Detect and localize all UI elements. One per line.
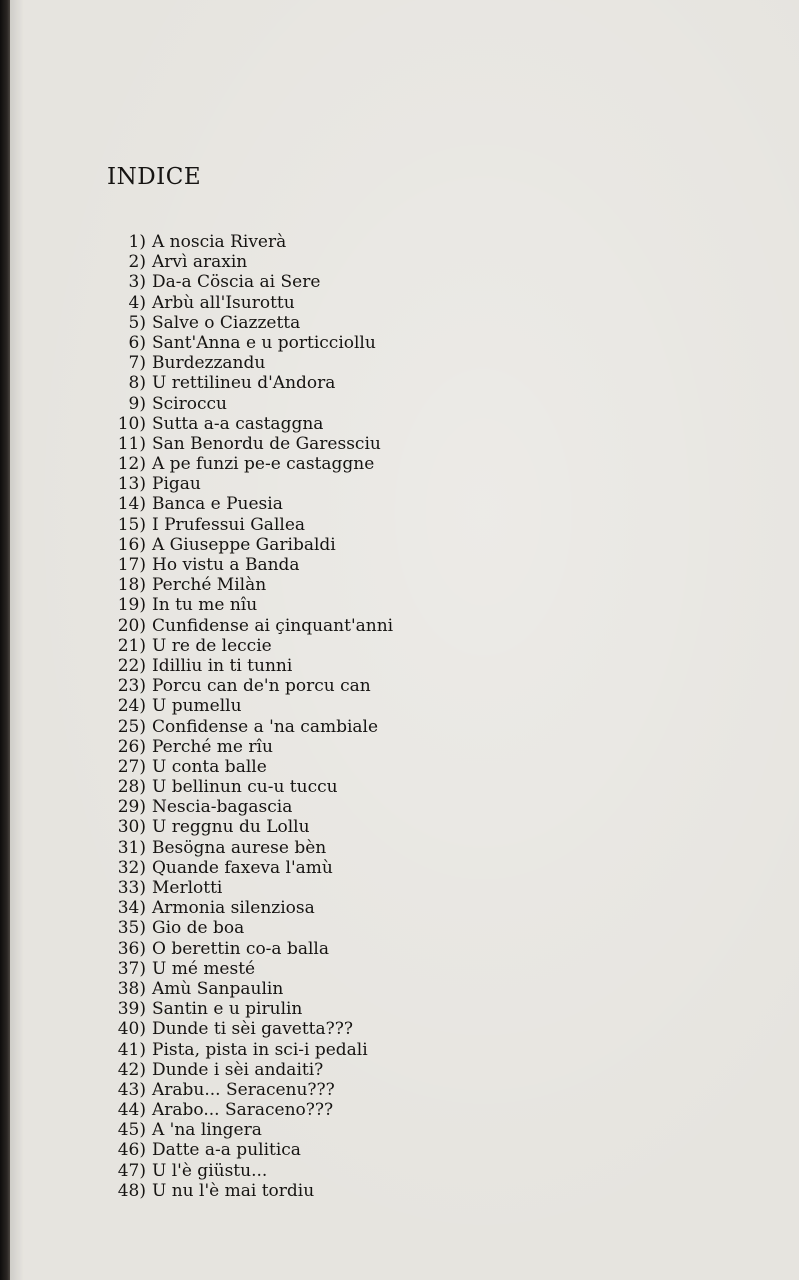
- toc-entry: [106, 494, 393, 514]
- toc-entry-number: 43): [117, 1079, 146, 1100]
- toc-entry: [106, 414, 393, 434]
- book-page: [10, 0, 799, 1280]
- toc-entry-title: Arbù all'Isurottu: [152, 292, 295, 313]
- toc-entry: [106, 616, 393, 636]
- toc-entry-number: 10): [117, 413, 146, 434]
- toc-entry: [106, 1100, 393, 1120]
- toc-entry-number: 33): [117, 878, 146, 898]
- toc-entry-number: 44): [117, 1100, 146, 1121]
- toc-entry-number: 9): [128, 393, 146, 414]
- toc-entry: [106, 575, 393, 595]
- toc-entry-number: 47): [117, 1160, 146, 1181]
- toc-entry-title: Arvì araxin: [152, 252, 248, 273]
- toc-entry-number: 1): [128, 232, 146, 252]
- toc-entry: [106, 898, 393, 918]
- toc-entry-title: Perché Milàn: [152, 575, 267, 596]
- toc-entry-number: 14): [117, 494, 146, 515]
- toc-entry-number: 27): [117, 756, 146, 777]
- toc-entry: [106, 1019, 393, 1039]
- toc-entry-title: Sutta a-a castaggna: [152, 413, 324, 434]
- toc-entry-title: Pigau: [152, 474, 201, 495]
- toc-entry-number: 11): [117, 433, 146, 454]
- toc-entry: [106, 252, 393, 272]
- toc-entry-title: Nescia-bagascia: [152, 797, 293, 818]
- toc-entry-number: 41): [117, 1039, 146, 1060]
- toc-entry: [106, 959, 393, 979]
- toc-entry-number: 3): [128, 272, 146, 293]
- index-title: INDICE: [107, 164, 202, 190]
- toc-entry-title: Confidense a 'na cambiale: [152, 716, 379, 737]
- toc-entry-title: Arabu... Seracenu???: [152, 1079, 335, 1100]
- toc-entry-title: Armonia silenziosa: [152, 898, 315, 919]
- toc-entry: [106, 595, 393, 615]
- toc-entry-number: 34): [117, 898, 146, 919]
- toc-entry-number: 5): [128, 312, 146, 333]
- toc-entry-title: Quande faxeva l'amù: [152, 857, 333, 878]
- toc-entry-title: Gio de boa: [152, 918, 245, 939]
- toc-entry-number: 12): [117, 454, 146, 475]
- toc-entry-title: Amù Sanpaulin: [152, 978, 284, 999]
- toc-entry-title: A noscia Riverà: [152, 232, 287, 252]
- toc-entry-number: 30): [117, 817, 146, 838]
- toc-entry: [106, 232, 393, 252]
- toc-entry-number: 7): [128, 353, 146, 374]
- toc-entry: [106, 515, 393, 535]
- toc-entry: [106, 918, 393, 938]
- toc-entry-title: Banca e Puesia: [152, 494, 283, 515]
- toc-entry-title: In tu me nîu: [152, 595, 258, 616]
- toc-entry-title: Datte a-a pulitica: [152, 1140, 301, 1161]
- toc-entry-title: Merlotti: [152, 878, 223, 898]
- toc-entry-title: I Prufessui Gallea: [152, 514, 306, 535]
- toc-entry-number: 22): [117, 655, 146, 676]
- toc-entry-title: A 'na lingera: [152, 1120, 262, 1141]
- toc-entry-number: 24): [117, 696, 146, 717]
- toc-entry-title: U re de leccie: [152, 635, 272, 656]
- toc-entry-number: 8): [128, 373, 146, 394]
- toc-entry-title: Dunde i sèi andaiti?: [152, 1059, 324, 1080]
- toc-entry: [106, 293, 393, 313]
- toc-entry: [106, 1161, 393, 1181]
- toc-entry-number: 37): [117, 958, 146, 979]
- toc-entry: [106, 777, 393, 797]
- toc-entry-title: U l'è giüstu...: [152, 1160, 268, 1181]
- toc-entry-title: Da-a Cöscia ai Sere: [152, 272, 321, 293]
- toc-entry-title: Sciroccu: [152, 393, 227, 414]
- toc-entry: [106, 999, 393, 1019]
- toc-entry-title: Salve o Ciazzetta: [152, 312, 301, 333]
- toc-entry-number: 45): [117, 1120, 146, 1141]
- toc-entry-number: 20): [117, 615, 146, 636]
- book-spine-edge: [0, 0, 10, 1280]
- toc-entry-number: 25): [117, 716, 146, 737]
- toc-entry-title: San Benordu de Garessciu: [152, 433, 381, 454]
- toc-entry: [106, 636, 393, 656]
- toc-entry: [106, 1040, 393, 1060]
- toc-entry: [106, 272, 393, 292]
- toc-entry-number: 15): [117, 514, 146, 535]
- toc-entry-title: A Giuseppe Garibaldi: [152, 534, 336, 555]
- toc-entry-title: Santin e u pirulin: [152, 999, 303, 1020]
- toc-entry: [106, 454, 393, 474]
- toc-entry: [106, 353, 393, 373]
- toc-entry-number: 46): [117, 1140, 146, 1161]
- toc-entry-number: 21): [117, 635, 146, 656]
- toc-entry-number: 35): [117, 918, 146, 939]
- toc-entry: [106, 333, 393, 353]
- toc-entry-number: 18): [117, 575, 146, 596]
- toc-entry-number: 42): [117, 1059, 146, 1080]
- toc-entry: [106, 555, 393, 575]
- toc-entry-title: Idilliu in ti tunni: [152, 655, 293, 676]
- toc-entry-number: 23): [117, 676, 146, 697]
- toc-entry: [106, 313, 393, 333]
- toc-entry: [106, 817, 393, 837]
- toc-entry: [106, 656, 393, 676]
- toc-entry-number: 48): [117, 1180, 146, 1201]
- toc-entry-number: 13): [117, 474, 146, 495]
- toc-entry: [106, 737, 393, 757]
- toc-entry-title: U rettilineu d'Andora: [152, 373, 336, 394]
- toc-entry-title: Perché me rîu: [152, 736, 273, 757]
- toc-entry-number: 6): [128, 332, 146, 353]
- toc-entry: [106, 757, 393, 777]
- toc-entry: [106, 1060, 393, 1080]
- toc-entry-number: 28): [117, 777, 146, 798]
- toc-entry: [106, 1181, 393, 1201]
- toc-entry-number: 39): [117, 999, 146, 1020]
- toc-entry-title: U conta balle: [152, 756, 267, 777]
- toc-entry: [106, 717, 393, 737]
- toc-entry-number: 26): [117, 736, 146, 757]
- toc-entry-title: Sant'Anna e u porticciollu: [152, 332, 376, 353]
- toc-entry: [106, 394, 393, 414]
- toc-entry: [106, 1120, 393, 1140]
- toc-entry: [106, 474, 393, 494]
- toc-entry-title: U reggnu du Lollu: [152, 817, 310, 838]
- toc-entry: [106, 434, 393, 454]
- toc-entry-title: U nu l'è mai tordiu: [152, 1180, 315, 1201]
- toc-entry-number: 16): [117, 534, 146, 555]
- toc-entry-number: 17): [117, 555, 146, 575]
- toc-entry: [106, 979, 393, 999]
- toc-entry-title: Pista, pista in sci-i pedali: [152, 1039, 368, 1060]
- toc-entry-number: 19): [117, 595, 146, 616]
- toc-entry: [106, 373, 393, 393]
- toc-entry-title: Arabo... Saraceno???: [152, 1100, 334, 1121]
- toc-entry: [106, 676, 393, 696]
- toc-entry-number: 38): [117, 978, 146, 999]
- toc-entry-title: Besögna aurese bèn: [152, 837, 327, 858]
- toc-entry-number: 31): [117, 837, 146, 858]
- toc-entry-title: Burdezzandu: [152, 353, 266, 374]
- toc-entry-title: U mé mesté: [152, 958, 256, 979]
- toc-entry-title: Ho vistu a Banda: [152, 555, 300, 575]
- toc-entry-number: 40): [117, 1019, 146, 1040]
- toc-entry-number: 36): [117, 938, 146, 959]
- toc-entry-number: 29): [117, 797, 146, 818]
- toc-entry: [106, 797, 393, 817]
- toc-entry: [106, 939, 393, 959]
- toc-entry-number: 2): [128, 252, 146, 273]
- toc-entry: [106, 1140, 393, 1160]
- toc-entry-title: O berettin co-a balla: [152, 938, 329, 959]
- toc-entry: [106, 1080, 393, 1100]
- toc-entry: [106, 535, 393, 555]
- toc-entry-title: Dunde ti sèi gavetta???: [152, 1019, 353, 1040]
- toc-entry: [106, 838, 393, 858]
- toc-entry-number: 4): [128, 292, 146, 313]
- toc-entry: [106, 858, 393, 878]
- table-of-contents: [106, 232, 393, 1201]
- toc-entry: [106, 696, 393, 716]
- toc-entry-title: Porcu can de'n porcu can: [152, 676, 371, 697]
- toc-entry-title: Cunfidense ai çinquant'anni: [152, 615, 394, 636]
- toc-entry-number: 32): [117, 857, 146, 878]
- toc-entry-title: U bellinun cu-u tuccu: [152, 777, 338, 798]
- toc-entry: [106, 878, 393, 898]
- toc-entry-title: A pe funzi pe-e castaggne: [152, 454, 375, 475]
- toc-entry-title: U pumellu: [152, 696, 242, 717]
